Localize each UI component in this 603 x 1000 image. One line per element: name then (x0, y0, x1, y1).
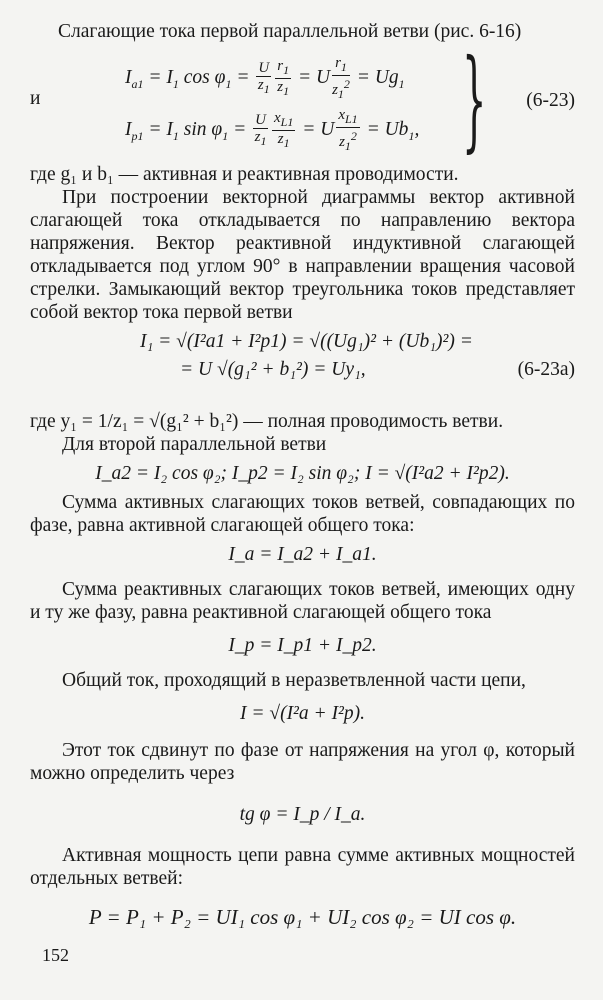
conjunction-and: и (30, 88, 41, 109)
page-number: 152 (42, 945, 69, 965)
equation-active-current: $I_{a1} = I_1$ $\cos \varphi_1$ = $\frac{U}{z_1}$ $\frac{r_1}{z_1}$ = U $\frac{r_1}{z_1^2}$ = $Ug_1$ (125, 55, 405, 101)
paragraph-phase-shift: Этот ток сдвинут по фазе от напряжения на угол φ, который можно определить через (30, 740, 575, 784)
paragraph-active-sum: Сумма активных слагающих токов ветвей, совпадающих по фазе, равна активной слагающей общего тока: (30, 492, 575, 536)
equation-active-power: P = P₁ + P₂ = UI₁ cos φ₁ + UI₂ cos φ₂ = UI cos φ. (88, 905, 517, 929)
equation-block-6-23a (30, 324, 575, 404)
paragraph-total-current: Общий ток, проходящий в неразветвленной части цепи, (62, 670, 526, 691)
equation-i1-line2: = U √(g₁² + b₁²) = Uy₁, (180, 359, 366, 380)
paragraph-reactive-sum: Сумма реактивных слагающих токов ветвей, имеющих одну и ту же фазу, равна реактивной слагающей общего тока (30, 579, 575, 623)
paragraph-where-g-b: где g₁ и b₁ — активная и реактивная проводимости. (30, 164, 459, 185)
equation-i1-line1: I₁ = √(I²a1 + I²p1) = √((Ug₁)² + (Ub₁)²) = (140, 331, 473, 352)
paragraph-intro: Слагающие тока первой параллельной ветви (рис. 6-16) (58, 21, 522, 42)
paragraph-admittance: где y₁ = 1/z₁ = √(g₁² + b₁²) — полная проводимость ветви. (30, 411, 504, 432)
equation-number-6-23: (6-23) (526, 90, 575, 111)
equation-second-branch: I_a2 = I₂ cos φ₂; I_p2 = I₂ sin φ₂; I = √(I²a2 + I²p2). (95, 463, 510, 484)
paragraph-vector-diagram: При построении векторной диаграммы вектор активной слагающей тока откладывается по направлению вектора напряжения. Вектор реактивной индуктивной слагающей откладывается под углом 90° в направлении вращения часовой стрелки. Замыкающий вектор треугольника токов представляет собой вектор тока первой ветви (30, 187, 575, 323)
page-content (30, 20, 575, 935)
equation-total-current: I = √(I²a + I²p). (239, 703, 366, 724)
equation-reactive-total: I_p = I_p1 + I_p2. (228, 635, 377, 656)
equation-block-6-23 (30, 35, 575, 163)
equation-tangent: tg φ = I_p / I_a. (239, 804, 366, 825)
equation-active-total: I_a = I_a2 + I_a1. (228, 544, 377, 565)
equation-reactive-current: $I_{p1} = I_1$ $\sin \varphi_1$ = $\frac{U}{z_1}$ $\frac{x_{L1}}{z_1}$ = U $\frac{x_{L1}}{z_1^2}$ = $Ub_1$, (125, 107, 420, 153)
right-brace: } (462, 35, 487, 163)
equation-number-6-23a: (6-23а) (517, 359, 575, 380)
paragraph-second-branch: Для второй параллельной ветви (62, 434, 327, 455)
paragraph-active-power: Активная мощность цепи равна сумме активных мощностей отдельных ветвей: (30, 845, 575, 889)
